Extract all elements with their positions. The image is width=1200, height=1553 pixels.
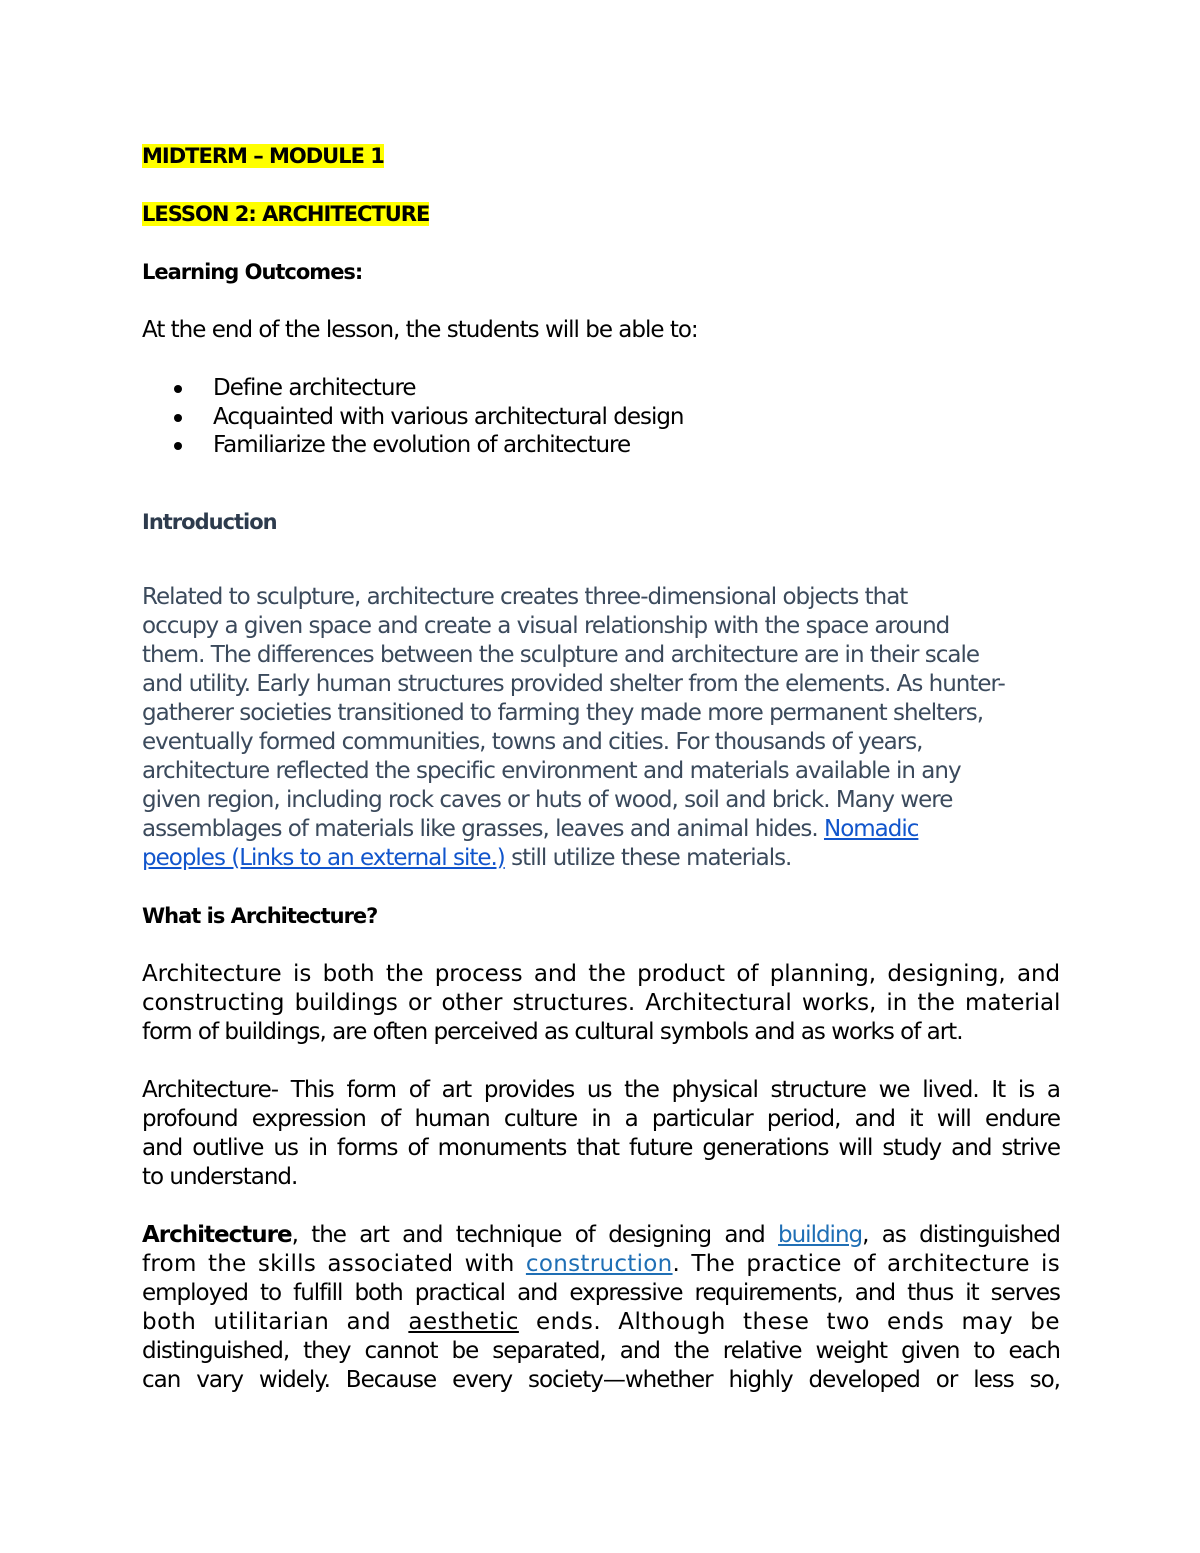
paragraph-line: constructing buildings or other structures. Architectural works, in the material xyxy=(142,989,1061,1016)
intro-line-text: assemblages of materials like grasses, leaves and animal hides. xyxy=(142,815,824,842)
list-item xyxy=(142,374,1060,403)
paragraph-text: from the skills associated with xyxy=(142,1250,526,1277)
paragraph-line: form of buildings, are often perceived as cultural symbols and as works of art. xyxy=(142,1018,963,1045)
paragraph-line: employed to fulfill both practical and expressive requirements, and thus it serves xyxy=(142,1279,1060,1306)
paragraph-text: . The practice of architecture is xyxy=(672,1250,1060,1277)
paragraph-line: to understand. xyxy=(142,1163,298,1190)
definition-paragraph-2 xyxy=(142,1076,1060,1192)
nomadic-peoples-link[interactable]: Nomadic xyxy=(823,815,919,842)
intro-line: architecture reflected the specific environment and materials available in any xyxy=(142,757,961,784)
list-item-label: Familiarize the evolution of architecture xyxy=(213,432,631,458)
intro-line: occupy a given space and create a visual relationship with the space around xyxy=(142,612,950,639)
intro-line: Related to sculpture, architecture creates three-dimensional objects that xyxy=(142,583,908,610)
introduction-heading: Introduction xyxy=(142,509,277,534)
paragraph-text: ends. Although these two ends may be xyxy=(518,1308,1060,1335)
architecture-term: Architecture xyxy=(142,1221,292,1248)
outcomes-list xyxy=(142,374,1060,460)
intro-line xyxy=(142,844,1060,873)
list-item-label: Define architecture xyxy=(213,375,416,401)
list-item xyxy=(142,403,1060,432)
paragraph-line: Architecture is both the process and the product of planning, designing, and xyxy=(142,960,1060,987)
aesthetic-link[interactable]: aesthetic xyxy=(408,1308,519,1335)
definition-paragraph-1 xyxy=(142,960,1060,1047)
intro-line-tail: still utilize these materials. xyxy=(504,844,792,871)
intro-line: gatherer societies transitioned to farming they made more permanent shelters, xyxy=(142,699,984,726)
module-title-highlight: MIDTERM – MODULE 1 xyxy=(142,144,384,168)
paragraph-text: , as distinguished xyxy=(862,1221,1060,1248)
document-page xyxy=(142,140,1060,1395)
intro-line xyxy=(142,815,1060,844)
paragraph-line: profound expression of human culture in a particular period, and it will endure xyxy=(142,1105,1060,1132)
list-item xyxy=(142,431,1060,460)
paragraph-line xyxy=(142,1221,1060,1250)
paragraph-line: can vary widely. Because every society—whether highly developed or less so, xyxy=(142,1366,1060,1393)
paragraph-line: Architecture- This form of art provides us the physical structure we lived. It is a xyxy=(142,1076,1060,1103)
paragraph-text: , the art and technique of designing and xyxy=(291,1221,778,1248)
construction-link[interactable]: construction xyxy=(525,1250,673,1277)
bullet-icon xyxy=(174,442,182,450)
lesson-title-highlight: LESSON 2: ARCHITECTURE xyxy=(142,202,430,226)
paragraph-line: and outlive us in forms of monuments that future generations will study and strive xyxy=(142,1134,1060,1161)
paragraph-line: distinguished, they cannot be separated, and the relative weight given to each xyxy=(142,1337,1060,1364)
paragraph-line xyxy=(142,1308,1060,1337)
bullet-icon xyxy=(174,385,182,393)
intro-line: eventually formed communities, towns and cities. For thousands of years, xyxy=(142,728,923,755)
intro-line: given region, including rock caves or huts of wood, soil and brick. Many were xyxy=(142,786,953,813)
list-item-label: Acquainted with various architectural design xyxy=(213,403,684,430)
learning-outcomes-heading: Learning Outcomes: xyxy=(142,260,363,284)
nomadic-peoples-link-cont[interactable]: peoples (Links to an external site.) xyxy=(142,844,505,871)
building-link[interactable]: building xyxy=(778,1221,863,1248)
outcomes-intro: At the end of the lesson, the students will be able to: xyxy=(142,317,698,343)
intro-line: and utility. Early human structures provided shelter from the elements. As hunter- xyxy=(142,670,1005,697)
definition-paragraph-3 xyxy=(142,1221,1060,1395)
paragraph-text: both utilitarian and xyxy=(142,1308,409,1335)
intro-line: them. The differences between the sculpture and architecture are in their scale xyxy=(142,641,980,668)
introduction-paragraph xyxy=(142,583,1060,873)
lesson-title xyxy=(142,200,1060,229)
what-is-architecture-heading: What is Architecture? xyxy=(142,903,378,928)
module-title xyxy=(142,142,1060,171)
bullet-icon xyxy=(174,414,182,422)
paragraph-line xyxy=(142,1250,1060,1279)
